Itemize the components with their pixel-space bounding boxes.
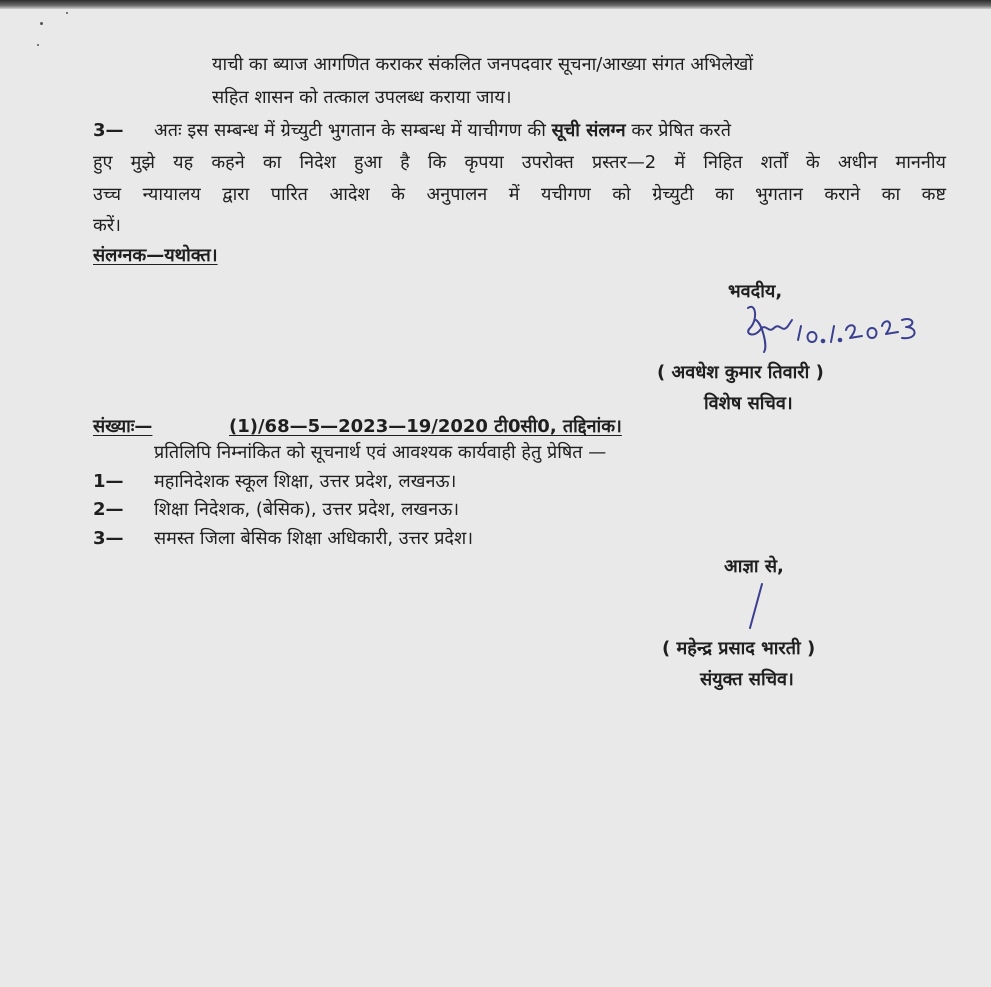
second-signatory-designation: संयुक्त सचिव।: [700, 669, 794, 690]
copy-item-number: 2—: [93, 499, 124, 520]
copy-item-number: 3—: [93, 528, 124, 549]
copy-intro: प्रतिलिपि निम्नांकित को सूचनार्थ एवं आवश्यक कार्यवाही हेतु प्रेषित —: [154, 442, 607, 463]
paragraph-3-number: 3—: [93, 120, 124, 141]
initial-mark: [740, 580, 770, 632]
reference-label: संख्याः—: [93, 416, 153, 437]
paragraph-3-line-1: [154, 120, 946, 142]
copy-item-text: शिक्षा निदेशक, (बेसिक), उत्तर प्रदेश, लखनऊ।: [154, 499, 460, 520]
signatory-designation: विशेष सचिव।: [704, 393, 793, 414]
copy-item-number: 1—: [93, 471, 124, 492]
handwritten-signature: [728, 300, 928, 355]
reference-number: (1)/68—5—2023—19/2020 टी0सी0, तद्दिनांक।: [229, 416, 622, 437]
paragraph-3-line-1-end: कर प्रेषित करते: [631, 120, 731, 141]
paragraph-continued-line-2: सहित शासन को तत्काल उपलब्ध कराया जाय।: [212, 87, 512, 108]
paragraph-3-line-3: उच्च न्यायालय द्वारा पारित आदेश के अनुपालन में यचीगण को ग्रेच्युटी का भुगतान कराने का कष्ट: [93, 184, 946, 205]
by-order: आज्ञा से,: [724, 556, 784, 577]
paragraph-3-line-2: हुए मुझे यह कहने का निदेश हुआ है कि कृपया उपरोक्त प्रस्तर—2 में निहित शर्तों के अधीन माननीय: [93, 152, 946, 173]
copy-item-text: समस्त जिला बेसिक शिक्षा अधिकारी, उत्तर प्रदेश।: [154, 528, 474, 549]
second-signatory-name: ( महेन्द्र प्रसाद भारती ): [662, 638, 816, 659]
enclosure-note: संलग्नक—यथोक्त।: [93, 245, 218, 266]
paragraph-3-line-4: करें।: [93, 215, 122, 236]
scan-top-edge: [0, 0, 991, 9]
copy-item-text: महानिदेशक स्कूल शिक्षा, उत्तर प्रदेश, लखनऊ।: [154, 471, 457, 492]
scan-speck: [40, 22, 43, 25]
salutation: भवदीय,: [728, 281, 783, 302]
paragraph-continued-line-1: याची का ब्याज आगणित कराकर संकलित जनपदवार सूचना/आख्या संगत अभिलेखों: [212, 54, 754, 75]
signatory-name: ( अवधेश कुमार तिवारी ): [657, 362, 824, 383]
scan-speck: [37, 44, 39, 46]
paragraph-3-line-1-text: अतः इस सम्बन्ध में ग्रेच्युटी भुगतान के सम्बन्ध में याचीगण की: [154, 120, 546, 141]
scan-speck: [66, 12, 68, 14]
paragraph-3-bold-phrase: सूची संलग्न: [551, 120, 626, 141]
